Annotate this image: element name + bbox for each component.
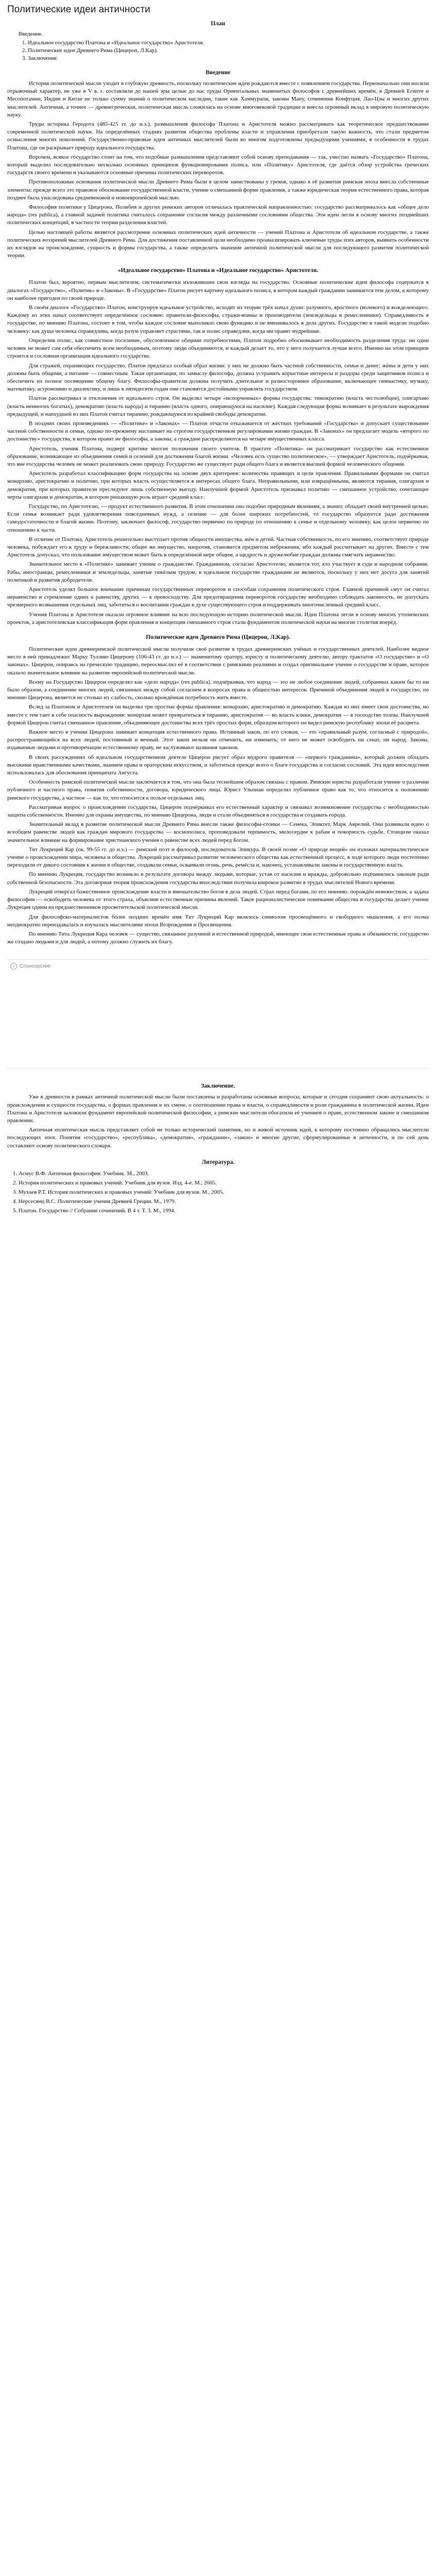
paragraph: Аристотель разработал классификацию форм государства на основе двух критериев: количества правящих и цели правления. Правильными формами он считал монархию, аристократию и политию, при которых власть осуществляется в интересах общего блага. Неправильными, или извращёнными, являются тирания, олигархия и демократия, при которых правители преследуют лишь собственную выгоду. Наилучшей формой Аристотель признавал политию — смешанное устройство, сочетающее черты олигархии и демократии, в котором решающую роль играет средний класс. [7,470,429,500]
paragraph: Аристотель, ученик Платона, подверг критике многие положения своего учителя. В трактате «Политика» он рассматривает государство как естественное образование, возникающее из объединения семей и селений для достижения благой жизни. «Человек есть существо политическое», — утверждает Аристотель, подчёркивая, что вне государства человек не может реализовать свою природу. Государство же существует ради общего блага и является высшей формой человеческого общения. [7,445,429,467]
plan-list [7,39,429,62]
references-heading: Литература. [201,1159,235,1165]
paragraph: Особенность римской политической мысли заключается в том, что она была теснейшим образом связана с правом. Римские юристы разработали учение о различии публичного и частного права, понятия собственности, договора, юридического лица. Юрист Ульпиан определял публичное право как то, что относится к положению римского государства, а частное — как то, что относится к пользе отдельных лиц. [7,779,429,801]
reference-item: 3. Мухаев Р.Т. История политических и правовых учений: Учебник для вузов. М., 2005. [19,1188,429,1196]
paragraph: В отличие от Платона, Аристотель решительно выступает против общности имущества, жён и детей. Частная собственность, по его мнению, соответствует природе человека, побуждает его к труду и бережливости; общее же имущество, напротив, становится предметом небрежения, ибо каждый рассчитывает на других. Вместе с тем Аристотель допускал, что пользование имуществом может быть в определённой мере общим, а щедрость и дружелюбие граждан должны смягчать неравенство. [7,536,429,558]
paragraph: Уже в древности в рамках античной политической мысли были поставлены и разработаны основные вопросы, которые и сегодня сохраняют свою актуальность: о происхождении и сущности государства, о формах правления и их смене, о соотношении права и власти, о справедливости и роли гражданина в политической жизни. Идеи Платона и Аристотеля заложили фундамент европейской политической философии, а римские мыслители обогатили её учением о праве, естественном законе и смешанном правлении. [7,1094,429,1124]
reference-item: 5. Платон. Государство // Собрание сочинений. В 4 т. Т. 3. М., 1994. [19,1207,429,1215]
part-one-heading: «Идеальное государство» Платона и «Идеальное государство» Аристотеля. [117,267,319,274]
paragraph: Платон рассматривал и отклонения от идеального строя. Он выделял четыре «испорченных» формы государства: тимократию (власть честолюбцев), олигархию (власть немногих богатых), демократию (власть народа) и тиранию (власть одного, опирающуюся на насилие). Каждая следующая форма возникает в результате вырождения предыдущей, и наихудшей из них Платон считал тиранию, рождающуюся из крайней свободы демократии. [7,395,429,417]
paragraph: Для философско-материалистов более поздних времён имя Тит Лукреций Кар являлось символом просвещённого и свободного мышления, а его поэма неоднократно переиздавалась и изучалась мыслителями эпохи Возрождения и Просвещения. [7,913,429,928]
document-page [0,0,436,1236]
paragraph: Труды историка Геродота (485-425 гг. до н.э.), размышления философа Платона и Аристотеля можно рассматривать как теоретическое предшествование современной политической науки. На определённых стадиях развития общества проблемы власти и управления приобретали такую важность, что стали предметом осмысления многих поколений. Государственно-правовые идеи античных мыслителей были во многом подготовлены предыдущими учениями, в особенности в трудах Платона, где он раскрывает природу идеального государства. [7,121,429,151]
info-icon[interactable]: i [10,963,17,970]
paragraph: Аристотель уделял большое внимание причинам государственных переворотов и способам сохранения политического строя. Главной причиной смут он считал неравенство и стремление одних к равенству, других — к превосходству. Для предотвращения переворотов государству необходимо соблюдать законность, не допускать чрезмерного возвышения отдельных лиц, заботиться о воспитании граждан в духе существующего строя и поддерживать многочисленный средний класс. [7,586,429,608]
paragraph: Впрочем, всякое государство стоит на том, что подобные размышления представляют собой основу преподавания — так, уместно назвать «Государство» Платона, который выделил последовательно несколько основных принципов функционирования полиса, или «Политику» Аристотеля, где даётся обзор устройства греческих государств своего времени и указываются основные причины политических переворотов. [7,154,429,176]
sponsored-label[interactable] [10,963,50,970]
paragraph: Политические идеи древнеримской политической мысли получили своё развитие в трудах древнеримских учёных и государственных деятелей. Наиболее видное место в ней принадлежит Марку Туллию Цицерону (106-43 гг. до н.э.) — знаменитому оратору, юристу и политическому деятелю, автору трактатов «О государстве» и «О законах». Цицерон, опираясь на греческую традицию, переосмыслил её в соответствии с римскими реалиями и создал оригинальное учение о государстве и праве, которое оказало значительное влияние на развитие европейской политической мысли. [7,646,429,676]
paragraph: Рассматривая вопрос о происхождении государства, Цицерон подчёркивал его естественный характер и связывал возникновение государства с необходимостью защиты собственности. Именно для охраны имущества, по мнению Цицерона, люди и стали объединяться в государства и создавать города. [7,804,429,819]
paragraph: Платон был, вероятно, первым мыслителем, систематически изложившим свои взгляды на государство. Основные политические идеи философа содержатся в диалогах «Государство», «Политик» и «Законы». В «Государстве» Платон рисует картину идеального полиса, в котором каждый гражданин занимается тем делом, к которому он наиболее пригоден по своей природе. [7,279,429,301]
part-one-section [7,267,429,626]
paragraph: Учения Платона и Аристотеля оказали огромное влияние на всю последующую историю политической мысли. Идеи Платона легли в основу многих утопических проектов, а аристотелевская классификация форм правления и концепция смешанного строя стали фундаментом политической науки на многие столетия вперёд. [7,611,429,625]
page-title: Политические идеи античности [7,4,150,15]
reference-item: 2. История политических и правовых учений. Учебник для вузов. Изд. 4-е. М., 2005. [19,1179,429,1187]
paragraph: Философия политики у Цицерона, Полибия и других римских авторов отличалась практической направленностью: государство рассматривалось как «общее дело народа» (res publica), а главной задачей политика считалось сохранение согласия между различными сословиями общества. Эти идеи легли в основу многих позднейших политических концепций, в частности теории разделения властей. [7,204,429,226]
paragraph: Античная политическая мысль представляет собой не только исторический памятник, но и живой источник идей, к которому постоянно обращались мыслители последующих эпох. Понятия «государство», «республика», «демократия», «гражданин», «закон» и многие другие, сформулированные в античности, и по сей день составляют основу политического словаря. [7,1127,429,1149]
paragraph: Всему на Государство Цицерон определял как «дело народа» (res publica), подчёркивая, что народ — это не любое соединение людей, собранных каким бы то ни было образом, а соединение многих людей, связанных между собой согласием в вопросах права и общностью интересов. Причиной объединения людей в государство, по мнению Цицерона, является не столько их слабость, сколько врождённая потребность жить вместе. [7,679,429,701]
paragraph: В своём диалоге «Государство» Платон, конструируя идеальное устройство, исходит из теории трёх начал души: разумного, яростного (волевого) и вожделеющего. Каждому из этих начал соответствует определённое сословие: правители-философы, стражи-воины и производители (земледельцы и ремесленники). Справедливость в государстве, по мнению Платона, состоит в том, чтобы каждое сословие выполняло свою функцию и не вмешивалось в дела других. Государство в такой модели подобно человеку: как душа человека справедлива, когда разум управляет страстями, так и полис справедлив, когда им правят мудрейшие. [7,304,429,334]
plan-item: 3. Заключение. [28,55,429,62]
plan-section [7,21,429,62]
sponsored-text: Спонсорские [20,963,51,970]
paragraph: В своих рассуждениях об идеальном государственном деятеле Цицерон рисует образ мудрого правителя — «первого гражданина», который должен обладать высокими нравственными качествами, знанием права и ораторским искусством, и заботиться прежде всего о благе государства и согласии сословий. Эта идея впоследствии использовалась для обоснования принципата Августа. [7,754,429,776]
paragraph: Для стражей, охраняющих государство, Платон предлагал особый образ жизни: у них не должно быть частной собственности, семьи и денег; жёны и дети у них должны быть общими, а питание — совместным. Такая организация, по замыслу философа, должна устранить корыстные интересы и раздоры среди защитников полиса и обеспечить их полное посвящение общему благу. Философы-правители должны получить длительное и разностороннее образование, включающее гимнастику, музыку, математику, астрономию и диалектику, и лишь к пятидесяти годам они становятся достойными управлять государством. [7,362,429,393]
introduction-section [7,70,429,260]
conclusion-section [7,1083,429,1149]
paragraph: Противоположные основания политической мысли Древнего Рима были в целом заимствованы у греков, однако в её развитии римская эпоха внесла собственные элементы: прежде всего это правовое обоснование государственной власти, учение о смешанной форме правления, а также юридическая теория естественного права, которая позднее была унаследована средневековой и новоевропейской мыслью. [7,179,429,201]
paragraph: По мнению Тита Лукреция Кара человек — существо, связанное разумной и естественной природой, имеющее свои естественные права и обязанности; государство же создано людьми и для людей, а потому должно служить их благу. [7,930,429,945]
paragraph: Значительный вклад в развитие политической мысли Древнего Рима внесли также философы-стоики — Сенека, Эпиктет, Марк Аврелий. Они развивали идею о всеобщем равенстве людей как граждан мирового государства — космополиса, проповедовали терпимость, милосердие к рабам и покорность судьбе. Стоицизм оказал значительное влияние на формирование христианского учения о равенстве всех людей перед Богом. [7,821,429,843]
part-two-section [7,634,429,946]
paragraph: В поздних своих произведениях — «Политике» и «Законах» — Платон отчасти отказывается от жёстких требований «Государства» и допускает существование частной собственности и семьи, однако по-прежнему настаивает на строгом государственном регулировании жизни граждан. В «Законах» он предлагает модель «второго по достоинству» государства, в котором правят не философы, а законы, а граждане распределяются на четыре имущественных класса. [7,420,429,443]
sponsored-block[interactable] [7,959,429,1069]
references-section [7,1159,429,1215]
paragraph: Вслед за Платоном и Аристотелем он выделял три простые формы правления: монархию, аристократию и демократию. Каждая из них имеет свои достоинства, но вместе с тем таит в себе опасность вырождения: монархия может превратиться в тиранию, аристократия — во власть клики, демократия — в господство толпы. Наилучшей формой Цицерон считал смешанное правление, объединяющее достоинства всех трёх простых форм, образцом которого он видел римскую республику эпохи её расцвета. [7,704,429,726]
plan-intro: Введение. [19,31,43,37]
paragraph: Государство, по Аристотелю, — продукт естественного развития. В этом отношении оно подобно природным явлениям, а значит, обладает своей внутренней целью. Если семья возникает ради удовлетворения повседневных нужд, а селение — для более широких потребностей, то государство образуется ради достижения самодостаточности и благой жизни. Поэтому, заключает философ, государство первично по природе по отношению к семье и отдельному человеку, как целое первично по отношению к части. [7,503,429,533]
paragraph: Тит Лукреций Кар (ок. 99-55 гг. до н.э.) — римский поэт и философ, последователь Эпикура. В своей поэме «О природе вещей» он изложил материалистическое учение о происхождении мира, человека и общества. Лукреций рассматривал развитие человеческого общества как естественный процесс, в ходе которого люди постепенно переходили от дикого состояния к жизни в обществе, создавали семьи, осваивали огонь, речь, ремёсла и, наконец, устанавливали законы и государственную власть. [7,846,429,869]
reference-item: 4. Нерсесянц В.С. Политические учения Древней Греции. М., 1979. [19,1197,429,1206]
introduction-heading: Введение [205,70,231,76]
paragraph: Лукреций отвергал божественное происхождение власти и вмешательство богов в дела людей. Страх перед богами, по его мнению, порождён невежеством, а задача философии — освободить человека от этого страха, объяснив естественные причины явлений. Такое рационалистическое понимание общества и государства делает учение Лукреция одним из предшественников просветительской политической мысли. [7,888,429,911]
paragraph: Определив полис, как совместное поселение, обусловленное общими потребностями, Платон подробно обосновывает необходимость разделения труда: ни один человек не может сам себя обеспечить всем необходимым, поэтому люди объединяются, и каждый делает то, что у него получается лучше всего. Именно на этом принципе строится и сословная организация идеального государства. [7,337,429,360]
part-two-heading: Политические идеи Древнего Рима (Цицерон, Л.Кар). [146,634,290,640]
references-list [7,1170,429,1215]
plan-item: 2. Политические идеи Древнего Рима (Цицерон, Л.Кар). [28,47,429,55]
paragraph: История политической мысли уходит в глубокую древность, поскольку политические идеи рождаются вместе с появлением государства. Первоначально они носили отрывочный характер, не уже в V в. г. составляли до нашей эры целые до нас труды Ориентальных знаменитых философов с древнейших времён, в Древней Египте и Месопотамии, Индии и Китае не только сумму знаний о политическом наследии, такие как Хаммурапи, законы Ману, сочинения Конфуция, Лао-Цзы и многих других мыслителей. Античная, а точнее — древнегреческая, политическая мысль сложилась на основе многовековой традиции и внесла огромный вклад в мировую политическую науку. [7,80,429,118]
reference-item: 1. Асмус В.Ф. Античная философия: Учебник. М., 2003. [19,1170,429,1178]
plan-heading: План [211,21,225,27]
conclusion-heading: Заключение. [201,1083,235,1090]
plan-item: 1. Идеальное государство Платона и «Идеальное государство» Аристотеля. [28,39,429,47]
paragraph: Значительное место в «Политике» занимает учение о гражданстве. Гражданином, согласно Аристотелю, является тот, кто участвует в суде и народном собрании. Рабы, иностранцы, ремесленники и земледельцы, занятые тяжёлым трудом, в идеальном государстве гражданами не являются, поскольку у них нет досуга для занятий политикой и развития добродетели. [7,561,429,583]
paragraph: Важное место в учении Цицерона занимает концепция естественного права. Истинный закон, по его словам, — это «правильный разум, согласный с природой», распространяющийся на всех людей, постоянный и вечный. Этот закон нельзя ни отменить, ни изменить; от него не может освободить ни сенат, ни народ. Законы, издаваемые людьми и противоречащие естественному праву, не заслуживают названия законов. [7,729,429,751]
paragraph: По мнению Лукреция, государство возникло в результате договора между людьми, которые, устав от насилия и вражды, добровольно подчинились законам ради собственной безопасности. Эта договорная теория происхождения государства впоследствии получила широкое развитие в трудах мыслителей Нового времени. [7,871,429,886]
paragraph: Целью настоящей работы является рассмотрение основных политических идей античности — учений Платона и Аристотеля об идеальном государстве, а также политических воззрений мыслителей Древнего Рима. Для достижения поставленной цели необходимо проанализировать ключевые труды этих авторов, выявить особенности их взглядов на происхождение, сущность и формы государства, а также определить значение античной политической мысли для последующего развития политической теории. [7,229,429,259]
